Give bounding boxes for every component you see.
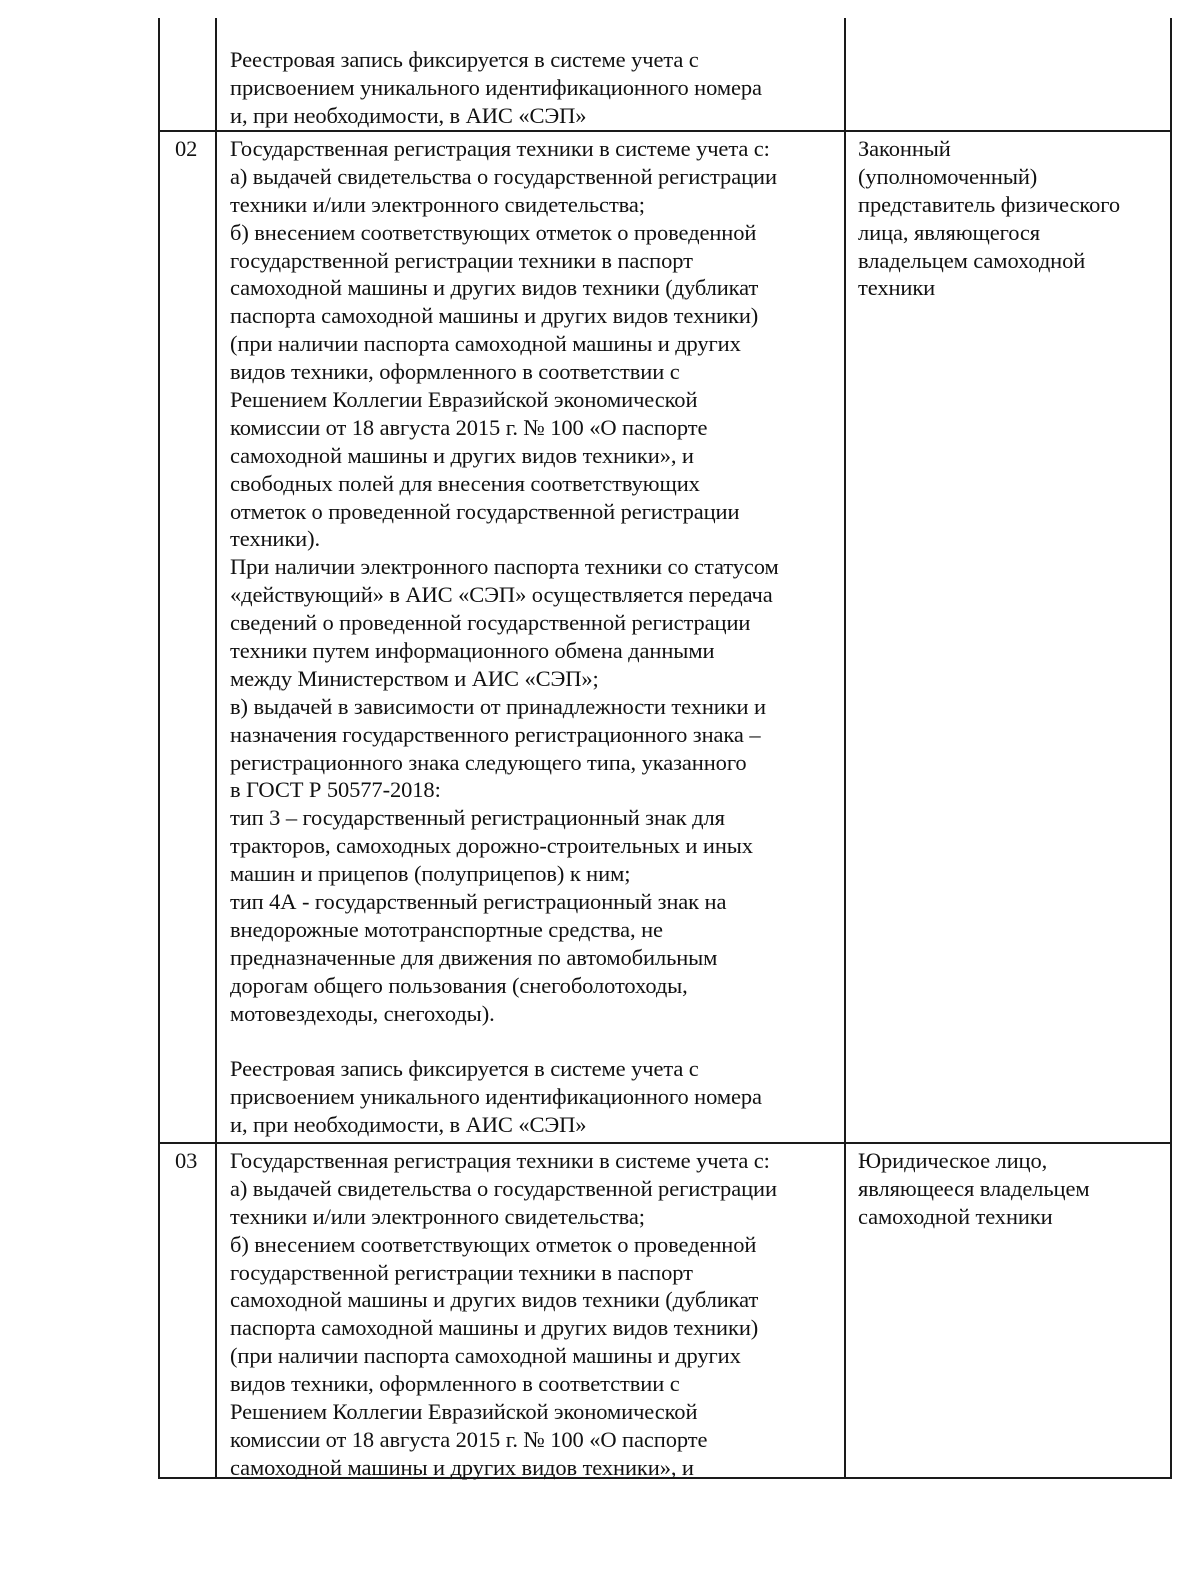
text-line: государственной регистрации техники в паспорт [230,247,693,273]
row-applicant [858,1147,1158,1231]
row-separator-01-02 [158,130,1172,132]
text-line: а) выдачей свидетельства о государственной регистрации [230,1175,777,1201]
text-line: тракторов, самоходных дорожно-строительных и иных [230,833,753,859]
text-line: присвоением уникального идентификационного номера [230,1084,762,1110]
text-line: и, при необходимости, в АИС «СЭП» [230,102,587,128]
text-line: паспорта самоходной машины и других видов техники) [230,1315,759,1341]
text-line: (при наличии паспорта самоходной машины и других [230,331,741,357]
text-line: техники путем информационного обмена данными [230,638,715,664]
text-line: присвоением уникального идентификационного номера [230,74,762,100]
text-line: государственной регистрации техники в паспорт [230,1259,693,1285]
text-line: Государственная регистрация техники в системе учета с: [230,136,770,161]
text-line: «действующий» в АИС «СЭП» осуществляется передача [230,582,773,608]
text-line: (при наличии паспорта самоходной машины и других [230,1343,741,1369]
text-line: внедорожные мототранспортные средства, не [230,916,663,942]
text-line: видов техники, оформленного в соответствии с [230,359,680,385]
text-line: назначения государственного регистрационного знака – [230,721,761,747]
table-divider-number [215,18,217,1479]
text-line: Решением Коллегии Евразийской экономической [230,387,698,413]
text-line: тип 3 – государственный регистрационный знак для [230,805,725,831]
text-line: свободных полей для внесения соответствующих [230,470,700,496]
text-line: в) выдачей в зависимости от принадлежности техники и [230,693,766,719]
row-description [230,135,840,1139]
row-separator-02-03 [158,1142,1172,1144]
text-line: б) внесением соответствующих отметок о проведенной [230,1231,757,1257]
text-line: самоходной машины и других видов техники», и [230,1454,694,1480]
text-line: и, при необходимости, в АИС «СЭП» [230,1112,587,1138]
text-line: между Министерством и АИС «СЭП»; [230,665,599,691]
text-line: Решением Коллегии Евразийской экономической [230,1399,698,1425]
text-line: являющееся владельцем [858,1175,1090,1201]
table-divider-applicant [844,18,846,1479]
table-border-right [1170,18,1172,1479]
row-applicant [858,135,1158,302]
text-line: комиссии от 18 августа 2015 г. № 100 «О паспорте [230,414,708,440]
text-line: мотовездеходы, снегоходы). [230,1000,495,1026]
text-line: видов техники, оформленного в соответствии с [230,1371,680,1397]
text-line: техники). [230,526,321,552]
text-line: Государственная регистрация техники в системе учета с: [230,1148,770,1173]
text-line: а) выдачей свидетельства о государственной регистрации [230,163,777,189]
text-line: комиссии от 18 августа 2015 г. № 100 «О паспорте [230,1426,708,1452]
text-line: дорогам общего пользования (снегоболотоходы, [230,972,688,998]
text-line: самоходной машины и других видов техники (дубликат [230,275,759,301]
text-line: представитель физического [858,191,1120,217]
text-line: техники [858,275,936,301]
text-line: предназначенные для движения по автомобильным [230,944,718,970]
text-line: регистрационного знака следующего типа, указанного [230,749,747,775]
row-number: 02 [175,136,198,161]
text-line: б) внесением соответствующих отметок о проведенной [230,219,757,245]
text-line: Юридическое лицо, [858,1148,1048,1173]
text-line: техники и/или электронного свидетельства; [230,1203,645,1229]
top-cell-text [230,46,840,130]
text-line: в ГОСТ Р 50577-2018: [230,777,441,803]
text-line: (уполномоченный) [858,163,1038,189]
text-line: отметок о проведенной государственной регистрации [230,498,740,524]
text-line: лица, являющегося [858,219,1041,245]
row-number: 03 [175,1148,198,1173]
text-line: При наличии электронного паспорта техники со статусом [230,554,779,580]
text-line: самоходной машины и других видов техники», и [230,442,694,468]
row-description [230,1147,840,1482]
text-line: самоходной техники [858,1203,1053,1229]
text-line: Реестровая запись фиксируется в системе учета с [230,1056,699,1082]
text-line: самоходной машины и других видов техники (дубликат [230,1287,759,1313]
text-line: паспорта самоходной машины и других видов техники) [230,303,759,329]
text-line: техники и/или электронного свидетельства; [230,191,645,217]
text-line: Законный [858,136,951,161]
text-line: машин и прицепов (полуприцепов) к ним; [230,861,631,887]
text-line: тип 4А - государственный регистрационный знак на [230,889,727,915]
text-line: сведений о проведенной государственной регистрации [230,610,751,636]
text-line: владельцем самоходной [858,247,1086,273]
text-line [230,1028,840,1056]
table-border-left [158,18,160,1479]
text-line: Реестровая запись фиксируется в системе учета с [230,47,699,72]
